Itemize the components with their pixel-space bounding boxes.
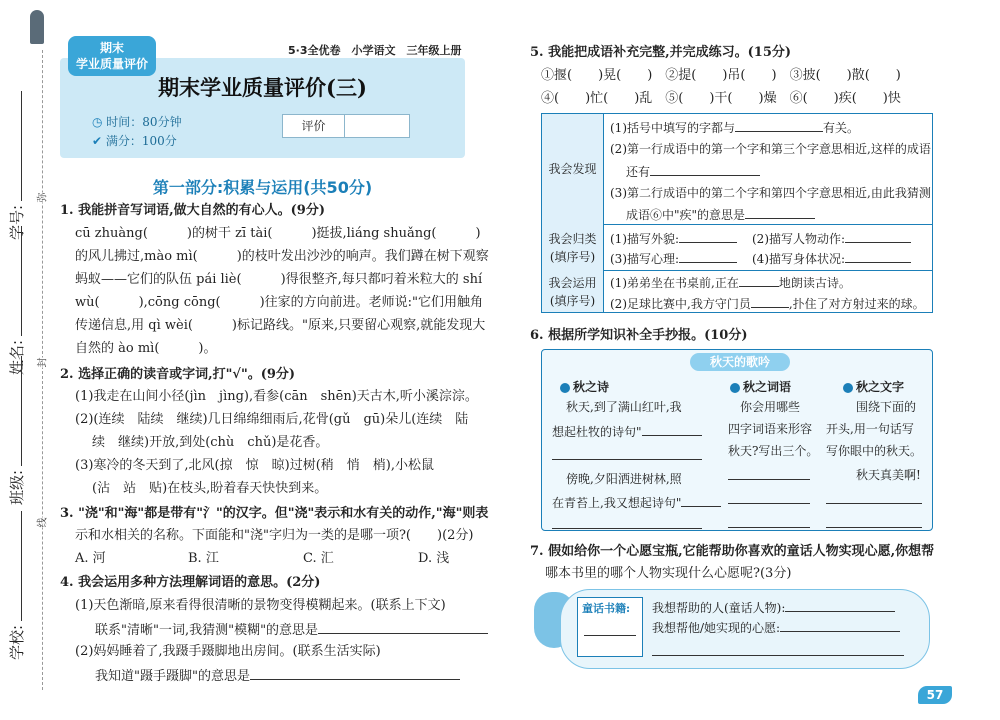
writing-heading: 秋之文字 [843, 378, 904, 396]
words-text: 秋天?写出三个。 [728, 444, 819, 458]
question-5-stem: 5. 我能把成语补充完整,并完成练习。(15分) [530, 45, 792, 60]
use-item-1: (1)弟弟坐在书桌前,正在 地朗读古诗。 [610, 273, 851, 292]
question-1-line: 传递信息,用 qì wèi( )标记路线。"原来,只要留心观察,就能发现大 [75, 318, 486, 333]
part-heading: 第一部分:积累与运用(共50分) [152, 178, 373, 197]
option-a[interactable]: A. 河 [75, 551, 106, 566]
words-blank [728, 466, 810, 485]
answer-blank[interactable] [552, 515, 702, 529]
ring-icon [730, 383, 740, 393]
answer-blank[interactable] [735, 118, 823, 132]
sort-item: (4)描写身体状况: [752, 249, 911, 268]
question-2-line: (1)我走在山间小径(jìn jìng),看参(cān shēn)天古木,听小溪淙淙。 [75, 389, 478, 404]
words-blank [728, 490, 810, 509]
sort-item: (3)描写心理: [610, 249, 737, 268]
use-label: 我会运用 (填序号) [542, 270, 604, 312]
seal-mark: 封 [34, 358, 49, 368]
answer-blank[interactable] [552, 446, 702, 460]
poem-text: 想起杜牧的诗句" [552, 422, 702, 441]
find-label: 我会发现 [542, 114, 604, 224]
answer-blank[interactable] [652, 642, 904, 656]
question-1-line: 的风儿拂过,mào mì( )的枝叶发出沙沙的响声。我们蹲在树下观察 [75, 249, 489, 264]
evaluation-box[interactable] [282, 114, 410, 138]
poster-title: 秋天的歌吟 [690, 353, 790, 371]
answer-blank[interactable] [739, 273, 779, 287]
find-item-2: (2)第一行成语中的第一个字和第三个字意思相近,这样的成语 [610, 142, 931, 156]
question-3-stem: 3. "浇"和"海"都是带有"氵"的汉字。但"浇"表示和水有关的动作,"海"则表 [60, 506, 489, 521]
help-line: 我想帮助的人(童话人物): [652, 598, 895, 617]
question-2-line: 续 继续)开放,到处(chù chǔ)是花香。 [92, 435, 329, 450]
class-label: 班级: [6, 356, 27, 505]
question-4-line: (2)妈妈睡着了,我蹑手蹑脚地出房间。(联系生活实际) [75, 644, 381, 659]
question-6-stem: 6. 根据所学知识补全手抄报。(10分) [530, 328, 748, 343]
writing-text: 写你眼中的秋天。 [826, 444, 923, 458]
series-label: 5·3全优卷 小学语文 三年级上册 [288, 44, 462, 57]
writing-text: 围绕下面的 [856, 400, 917, 414]
words-heading: 秋之词语 [730, 378, 791, 396]
writing-blank [826, 514, 922, 533]
answer-blank[interactable] [785, 598, 895, 612]
answer-blank[interactable] [751, 294, 789, 308]
student-number-label: 学号: [6, 91, 27, 240]
book-box [577, 597, 643, 657]
sort-item: (1)描写外貌: [610, 229, 737, 248]
ring-icon [560, 383, 570, 393]
writing-text: 开头,用一句话写 [826, 422, 914, 436]
poem-text: 傍晚,夕阳洒进树林,照 [566, 472, 682, 486]
answer-blank[interactable] [845, 229, 911, 243]
answer-blank[interactable] [318, 620, 488, 634]
answer-blank[interactable] [650, 162, 760, 176]
writing-blank [826, 490, 922, 509]
poem-text: 秋天,到了满山红叶,我 [566, 400, 682, 414]
question-2-line: (2)(连续 陆续 继续)几日绵绵细雨后,花骨(gǔ gū)朵儿(连续 陆 [75, 412, 469, 427]
answer-blank[interactable] [826, 490, 922, 504]
question-2-line: (3)寒冷的冬天到了,北风(掠 惊 晾)过树(稍 悄 梢),小松鼠 [75, 458, 434, 473]
page-title: 期末学业质量评价(三) [158, 75, 367, 100]
use-item-2: (2)足球比赛中,我方守门员 ,扑住了对方射过来的球。 [610, 294, 925, 313]
question-4-line: (1)天色渐暗,原来看得很清晰的景物变得模糊起来。(联系上下文) [75, 598, 446, 613]
option-d[interactable]: D. 浅 [418, 551, 450, 566]
idiom-row-1: ①揠( )晃( ) ②提( )吊( ) ③披( )散( ) [541, 68, 901, 83]
wish-line-2 [652, 642, 904, 661]
question-1-line: 蚂蚁——它们的队伍 pái liè( )得很整齐,每只都叼着米粒大的 shí [75, 272, 483, 287]
question-2-stem: 2. 选择正确的读音或字词,打"√"。(9分) [60, 367, 296, 382]
question-1-line: 自然的 ào mì( )。 [75, 341, 217, 356]
exam-badge: 期末 学业质量评价 [68, 36, 156, 76]
answer-blank[interactable] [780, 618, 900, 632]
name-label: 姓名: [6, 226, 27, 375]
question-4-line: 我知道"蹑手蹑脚"的意思是 [95, 666, 460, 686]
poem-blank-line [552, 515, 702, 534]
rocket-icon [30, 10, 44, 44]
seal-line [42, 50, 43, 690]
find-item-3: (3)第二行成语中的第二个字和第四个字意思相近,由此我猜测 [610, 186, 931, 200]
book-label: 童话书籍: [582, 602, 631, 615]
evaluation-label: 评价 [283, 115, 345, 137]
idiom-table [541, 113, 933, 313]
words-text: 四字词语来形容 [728, 422, 813, 436]
answer-blank[interactable] [679, 249, 737, 263]
question-4-stem: 4. 我会运用多种方法理解词语的意思。(2分) [60, 575, 321, 590]
question-2-line: (沾 站 贴)在枝头,盼着春天快快到来。 [92, 481, 328, 496]
idiom-row-2: ④( )忙( )乱 ⑤( )干( )燥 ⑥( )疾( )快 [541, 91, 901, 106]
answer-blank[interactable] [826, 514, 922, 528]
answer-blank[interactable] [728, 466, 810, 480]
page-number: 57 [918, 686, 952, 704]
answer-blank[interactable] [681, 493, 721, 507]
poem-text: 在青苔上,我又想起诗句" [552, 493, 721, 512]
words-text: 你会用哪些 [740, 400, 801, 414]
question-1-line: wù( ),cōng cōng( )往家的方向前进。老师说:"它们用触角 [75, 295, 484, 310]
answer-blank[interactable] [728, 490, 810, 504]
book-answer[interactable] [584, 622, 636, 636]
poem-heading: 秋之诗 [560, 378, 609, 396]
answer-blank[interactable] [679, 229, 737, 243]
answer-blank[interactable] [845, 249, 911, 263]
option-b[interactable]: B. 江 [188, 551, 219, 566]
find-item-3b: 成语⑥中"疾"的意思是 [626, 205, 815, 224]
binding-margin [0, 0, 52, 720]
ring-icon [843, 383, 853, 393]
answer-blank[interactable] [745, 205, 815, 219]
answer-blank[interactable] [728, 514, 810, 528]
wish-line: 我想帮他/她实现的心愿: [652, 618, 900, 637]
time-limit: ◷ 时间：80分钟 [92, 115, 182, 129]
seal-mark: 弥 [34, 193, 49, 203]
full-score: ✔ 满分：100分 [92, 134, 177, 148]
question-4-line: 联系"清晰"一词,我猜测"模糊"的意思是 [95, 620, 488, 640]
answer-blank[interactable] [250, 666, 460, 680]
poem-blank-line [552, 446, 702, 465]
words-blank [728, 514, 810, 533]
sort-label: 我会归类 (填序号) [542, 224, 604, 270]
question-7-line: 哪本书里的哪个人物实现什么心愿呢?(3分) [545, 566, 792, 581]
find-item-2b: 还有 [626, 162, 760, 181]
writing-text: 秋天真美啊! [856, 468, 921, 482]
find-item-1: (1)括号中填写的字都与 有关。 [610, 118, 859, 137]
question-1-line: cū zhuàng( )的树干 zī tài( )挺拔,liáng shuǎng( ) [75, 226, 481, 241]
seal-mark: 线 [34, 518, 49, 528]
sort-item: (2)描写人物动作: [752, 229, 911, 248]
school-label: 学校: [6, 511, 27, 660]
question-1-stem: 1. 我能拼音写词语,做大自然的有心人。(9分) [60, 203, 325, 218]
question-7-stem: 7. 假如给你一个心愿宝瓶,它能帮助你喜欢的童话人物实现心愿,你想帮 [530, 544, 935, 559]
answer-blank[interactable] [642, 422, 702, 436]
option-c[interactable]: C. 汇 [303, 551, 334, 566]
question-3-line: 示和水相关的名称。下面能和"浇"字归为一类的是哪一项?( )(2分) [75, 528, 474, 543]
